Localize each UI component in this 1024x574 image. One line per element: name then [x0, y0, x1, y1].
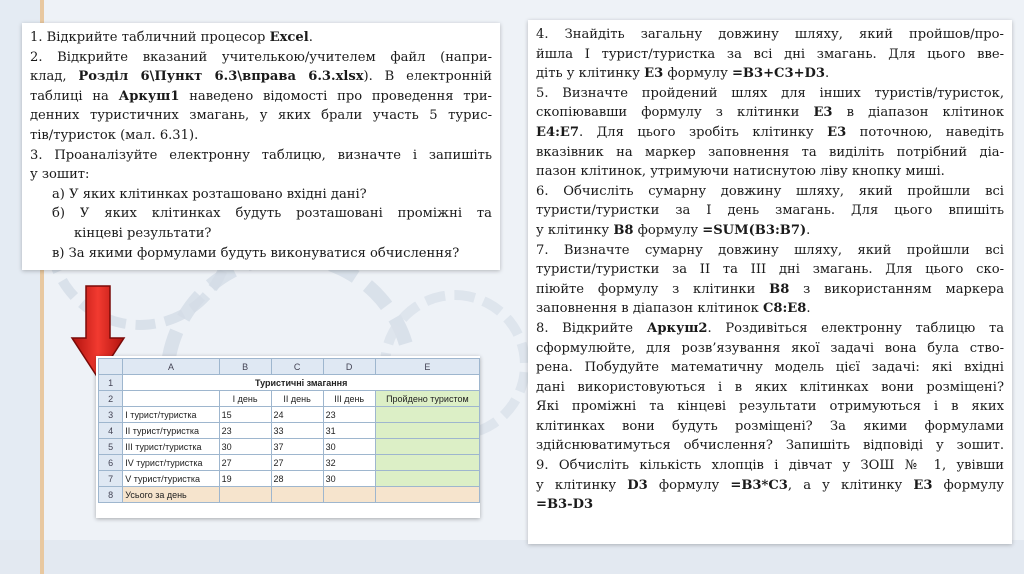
- text-segment: туристи/туристки за ІІ та ІІІ дні змагань. Для цього ско-: [536, 262, 1004, 278]
- text-segment: клад,: [30, 69, 79, 85]
- bold-segment: Аркуш1: [118, 88, 180, 104]
- text-line: [536, 143, 1004, 163]
- text-segment: 7. Визначте сумарну довжину шляху, який пройшли всі: [536, 242, 1004, 258]
- total-cell: [271, 487, 323, 503]
- text-line: [536, 25, 1004, 45]
- text-line: [30, 244, 492, 264]
- text-segment: у зошит:: [30, 167, 90, 183]
- bold-segment: C8:E8: [762, 301, 807, 317]
- text-line: [536, 456, 1004, 476]
- col-header-b: B: [219, 359, 271, 375]
- total-cell: [323, 487, 375, 503]
- text-segment: туристи/туристки за І день змагань. Для цього впишіть: [536, 203, 1004, 219]
- value-cell: 15: [219, 407, 271, 423]
- text-line: [536, 299, 1004, 319]
- corner-cell: [99, 359, 123, 375]
- text-line: [536, 201, 1004, 221]
- sheet-title: Туристичні змагання: [123, 375, 480, 391]
- tourist-name: І турист/туристка: [123, 407, 219, 423]
- text-line: [30, 67, 492, 87]
- col-header-c: C: [271, 359, 323, 375]
- left-instructions-panel: [22, 23, 500, 270]
- tourist-name: V турист/туристка: [123, 471, 219, 487]
- text-line: [536, 162, 1004, 182]
- row-header: 8: [99, 487, 123, 503]
- text-segment: тів/туристок (мал. 6.31).: [30, 127, 199, 143]
- spreadsheet-figure: [96, 356, 480, 518]
- text-segment: йшла І турист/туристка за всі дні змагань. Для цього вве-: [536, 46, 1004, 62]
- text-line: [536, 358, 1004, 378]
- text-line: [30, 165, 492, 185]
- text-segment: пазон клітинок, утримуючи натиснутою ліву кнопку миші.: [536, 164, 945, 180]
- col-header-a: A: [123, 359, 219, 375]
- result-cell: [375, 471, 479, 487]
- tourist-name: ІІ турист/туристка: [123, 423, 219, 439]
- text-line: [536, 319, 1004, 339]
- text-segment: 5. Визначте пройдений шлях для інших туристів/туристок,: [536, 85, 1004, 101]
- bold-segment: Excel: [269, 30, 309, 45]
- text-segment: кінцеві результати?: [74, 225, 212, 241]
- text-line: [536, 221, 1004, 241]
- text-line: [30, 224, 492, 244]
- text-segment: 2. Відкрийте вказаний учителькою/учителем файл (напри-: [30, 49, 492, 65]
- bold-segment: E3: [813, 105, 833, 121]
- text-segment: . Для цього зробіть клітинку: [579, 124, 828, 140]
- tourist-name: ІІІ турист/туристка: [123, 439, 219, 455]
- result-cell: [375, 455, 479, 471]
- text-segment: формулу: [932, 477, 1004, 493]
- text-line: [30, 106, 492, 126]
- text-segment: скопіювавши формулу з клітинки: [536, 105, 814, 121]
- text-segment: , а у клітинку: [787, 477, 914, 493]
- bold-segment: =B3*C3: [730, 477, 788, 493]
- text-line: [536, 45, 1004, 65]
- text-line: [536, 182, 1004, 202]
- value-cell: 31: [323, 423, 375, 439]
- text-line: [536, 280, 1004, 300]
- text-segment: діть у клітинку: [536, 66, 645, 82]
- text-segment: б) У яких клітинках будуть розташовані проміжні та: [52, 206, 492, 222]
- text-segment: формулу: [647, 477, 731, 493]
- text-segment: у клітинку: [536, 222, 614, 238]
- header-total-tourist: Пройдено туристом: [375, 391, 479, 407]
- text-line: [30, 87, 492, 107]
- row-header: 7: [99, 471, 123, 487]
- text-segment: в) За якими формулами будуть виконуватися обчислення?: [52, 245, 460, 261]
- text-segment: 3. Проаналізуйте електронну таблицю, визначте і запишіть: [30, 147, 492, 163]
- text-segment: 1. Відкрийте табличний процесор: [30, 30, 270, 45]
- text-segment: а) У яких клітинках розташовано вхідні дані?: [52, 186, 367, 202]
- text-line: [536, 84, 1004, 104]
- result-cell: [375, 423, 479, 439]
- text-line: [536, 495, 1004, 515]
- text-line: [536, 397, 1004, 417]
- text-segment: 6. Обчисліть сумарну довжину шляху, який пройшли всі: [536, 183, 1004, 199]
- text-line: [536, 476, 1004, 496]
- bold-segment: B8: [613, 222, 634, 238]
- value-cell: 23: [323, 407, 375, 423]
- bold-segment: =B3+C3+D3: [731, 66, 826, 82]
- tourist-name: IV турист/туристка: [123, 455, 219, 471]
- bold-segment: D3: [627, 477, 648, 493]
- header-day2: ІІ день: [271, 391, 323, 407]
- text-line: [536, 378, 1004, 398]
- text-segment: .: [825, 66, 830, 82]
- bold-segment: =B3-D3: [536, 497, 594, 513]
- header-day1: І день: [219, 391, 271, 407]
- text-segment: формулу: [663, 66, 732, 82]
- text-line: [536, 339, 1004, 359]
- value-cell: 37: [271, 439, 323, 455]
- text-segment: таблиці на: [30, 88, 119, 104]
- value-cell: 30: [323, 471, 375, 487]
- text-segment: 9. Обчисліть кількість хлопців і дівчат у ЗОШ № 1, увівши: [536, 458, 1004, 474]
- total-cell: [219, 487, 271, 503]
- bold-segment: E3: [913, 477, 933, 493]
- row-header: 2: [99, 391, 123, 407]
- text-segment: 8. Відкрийте: [536, 320, 647, 336]
- spreadsheet-table: [98, 358, 480, 503]
- text-line: [536, 241, 1004, 261]
- total-label: Усього за день: [123, 487, 219, 503]
- value-cell: 30: [219, 439, 271, 455]
- row-header: 3: [99, 407, 123, 423]
- result-cell: [375, 439, 479, 455]
- header-cell-a: [123, 391, 219, 407]
- bold-segment: B8: [769, 281, 790, 297]
- row-header: 6: [99, 455, 123, 471]
- value-cell: 19: [219, 471, 271, 487]
- value-cell: 23: [219, 423, 271, 439]
- text-line: [536, 417, 1004, 437]
- text-line: [30, 48, 492, 68]
- text-line: [30, 146, 492, 166]
- header-day3: ІІІ день: [323, 391, 375, 407]
- col-header-d: D: [323, 359, 375, 375]
- bold-segment: =SUM(B3:B7): [702, 222, 807, 238]
- text-segment: клітинках вони будуть розміщені? За якими формулами: [536, 418, 1004, 434]
- text-segment: .: [806, 222, 811, 238]
- text-segment: піюйте формулу з клітинки: [536, 281, 770, 297]
- text-line: [536, 64, 1004, 84]
- text-segment: дані використовуються і в яких клітинках вони розміщені?: [536, 379, 1004, 395]
- text-segment: здійснюватимуться обчислення? Запишіть відповіді у зошит.: [536, 438, 1004, 454]
- value-cell: 30: [323, 439, 375, 455]
- bold-segment: E3: [644, 66, 664, 82]
- text-segment: заповнення в діапазон клітинок: [536, 301, 763, 317]
- total-cell: [375, 487, 479, 503]
- right-instructions-panel: [528, 20, 1012, 544]
- text-line: [30, 126, 492, 146]
- text-segment: формулу: [633, 222, 703, 238]
- value-cell: 27: [219, 455, 271, 471]
- text-segment: з використанням маркера: [789, 281, 1004, 297]
- text-line: [536, 123, 1004, 143]
- text-segment: . Роздивіться електронну таблицю та: [707, 320, 1004, 336]
- text-segment: 4. Знайдіть загальну довжину шляху, який пройшов/про-: [536, 27, 1004, 42]
- bold-segment: Розділ 6\Пункт 6.3\вправа 6.3.xlsx: [78, 69, 364, 85]
- text-line: [536, 436, 1004, 456]
- text-segment: поточною, наведіть: [846, 124, 1005, 140]
- col-header-e: E: [375, 359, 479, 375]
- text-line: [536, 103, 1004, 123]
- text-segment: сформулюйте, для розв’язування якої задачі вона була ство-: [536, 340, 1004, 356]
- value-cell: 28: [271, 471, 323, 487]
- text-segment: наведено відомості про проведення три-: [179, 88, 492, 104]
- text-segment: вказівник на маркер заповнення та виділіть потрібний діа-: [536, 144, 1004, 160]
- bold-segment: Аркуш2: [646, 320, 708, 336]
- text-segment: Які проміжні та кінцеві результати отримуються і в яких: [536, 399, 1004, 415]
- text-segment: ). В електронній: [363, 69, 493, 85]
- row-header: 5: [99, 439, 123, 455]
- row-header: 4: [99, 423, 123, 439]
- text-segment: .: [308, 30, 313, 45]
- value-cell: 33: [271, 423, 323, 439]
- bold-segment: E4:E7: [536, 124, 580, 140]
- background-stripe-bottom: [0, 540, 1024, 574]
- result-cell: [375, 407, 479, 423]
- value-cell: 27: [271, 455, 323, 471]
- value-cell: 24: [271, 407, 323, 423]
- value-cell: 32: [323, 455, 375, 471]
- text-line: [30, 204, 492, 224]
- text-line: [30, 185, 492, 205]
- text-line: [536, 260, 1004, 280]
- text-segment: у клітинку: [536, 477, 628, 493]
- bold-segment: E3: [827, 124, 847, 140]
- text-segment: .: [806, 301, 811, 317]
- row-header: 1: [99, 375, 123, 391]
- text-line: [30, 28, 492, 48]
- text-segment: рена. Побудуйте математичну модель цієї задачі: які вхідні: [536, 360, 1004, 376]
- text-segment: денних туристичних змагань, у яких брали участь 5 турис-: [30, 108, 492, 124]
- text-segment: в діапазон клітинок: [832, 105, 1004, 121]
